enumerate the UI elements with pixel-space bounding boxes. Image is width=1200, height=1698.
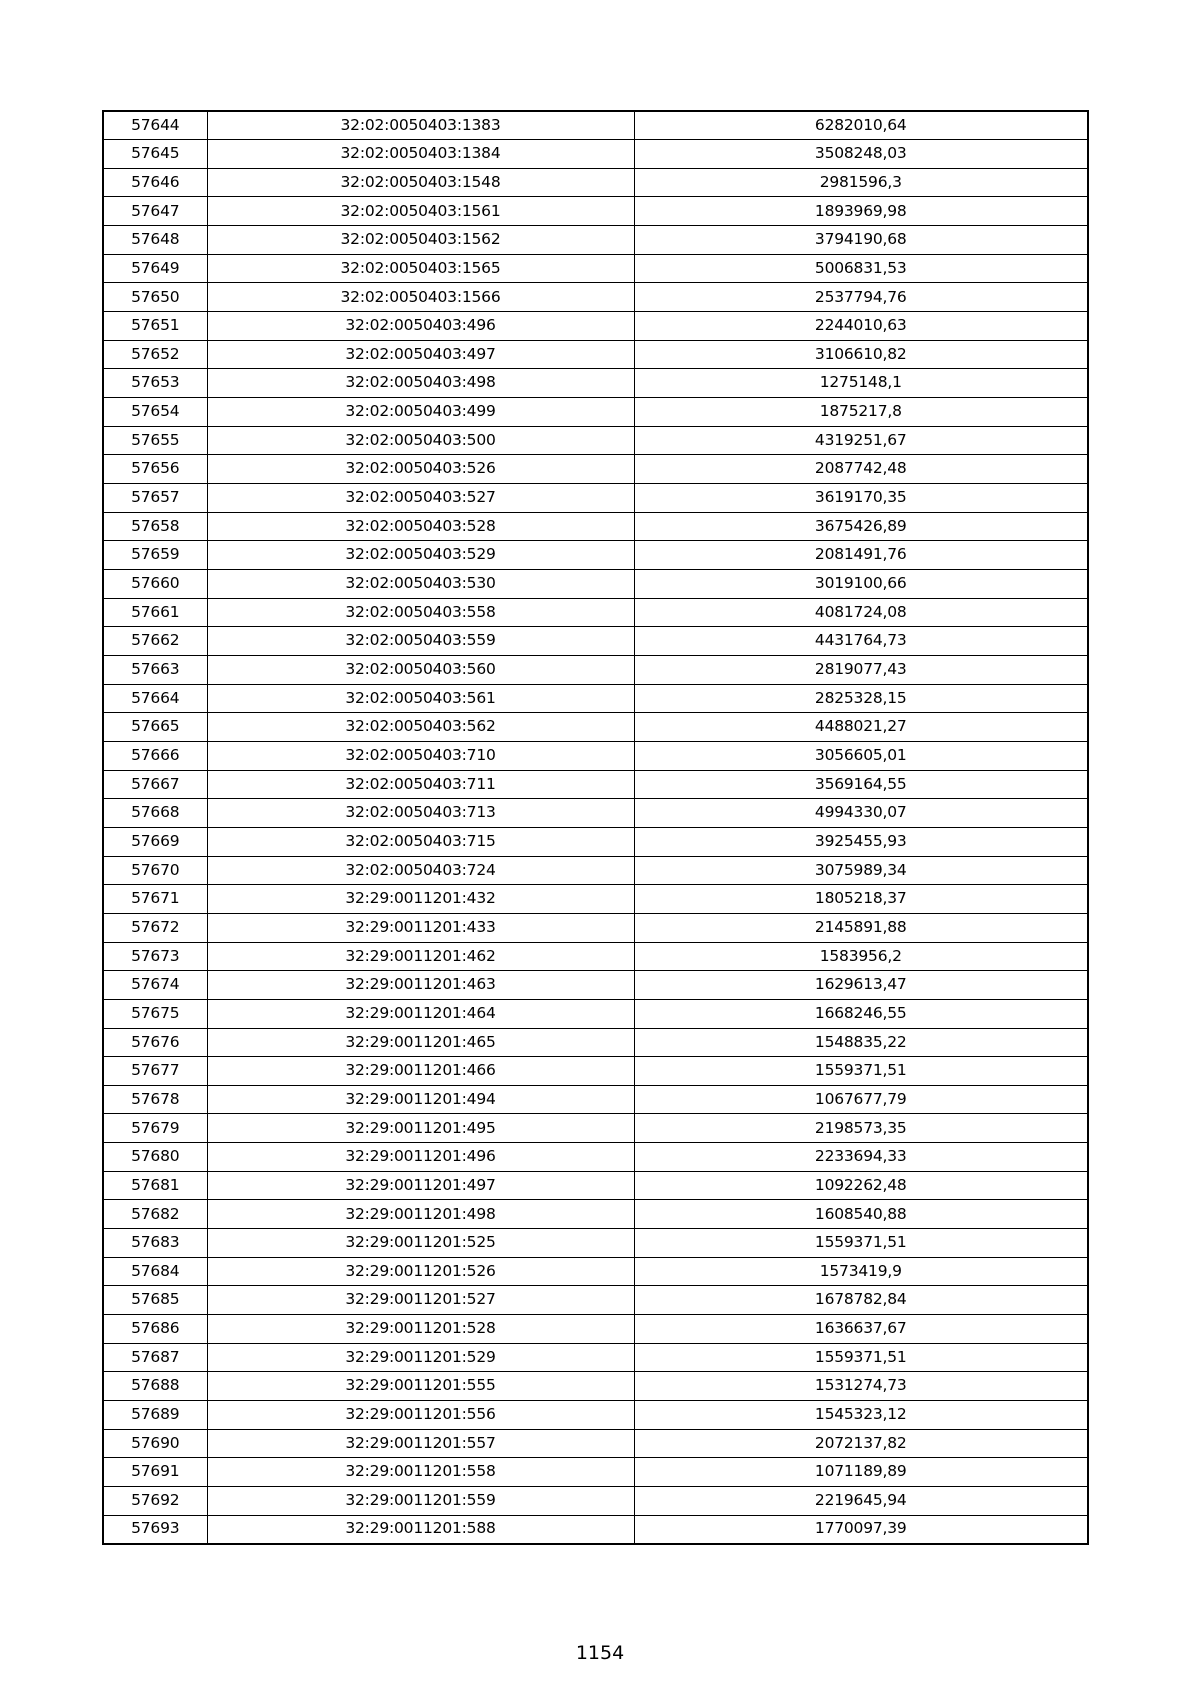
table-row (103, 655, 1088, 684)
cadastral-value-cell: 2244010,63 (634, 312, 1088, 341)
cadastral-number-cell: 32:29:0011201:528 (207, 1315, 634, 1344)
cadastral-number-cell: 32:29:0011201:463 (207, 971, 634, 1000)
table-row (103, 1401, 1088, 1430)
cadastral-value-cell: 1548835,22 (634, 1028, 1088, 1057)
table-row (103, 197, 1088, 226)
row-number-cell: 57692 (103, 1487, 207, 1516)
cadastral-value-cell: 1678782,84 (634, 1286, 1088, 1315)
row-number-cell: 57650 (103, 283, 207, 312)
table-row (103, 827, 1088, 856)
table-row (103, 1515, 1088, 1544)
row-number-cell: 57686 (103, 1315, 207, 1344)
table-row (103, 713, 1088, 742)
row-number-cell: 57688 (103, 1372, 207, 1401)
row-number-cell: 57683 (103, 1229, 207, 1258)
table-row (103, 1143, 1088, 1172)
cadastral-number-cell: 32:29:0011201:494 (207, 1085, 634, 1114)
cadastral-value-cell: 2145891,88 (634, 913, 1088, 942)
cadastral-number-cell: 32:29:0011201:558 (207, 1458, 634, 1487)
table-row (103, 111, 1088, 140)
row-number-cell: 57685 (103, 1286, 207, 1315)
row-number-cell: 57669 (103, 827, 207, 856)
cadastral-number-cell: 32:02:0050403:710 (207, 741, 634, 770)
table-row (103, 398, 1088, 427)
cadastral-value-cell: 1629613,47 (634, 971, 1088, 1000)
row-number-cell: 57656 (103, 455, 207, 484)
cadastral-value-cell: 2072137,82 (634, 1429, 1088, 1458)
cadastral-number-cell: 32:02:0050403:497 (207, 340, 634, 369)
cadastral-number-cell: 32:29:0011201:559 (207, 1487, 634, 1516)
cadastral-number-cell: 32:29:0011201:527 (207, 1286, 634, 1315)
row-number-cell: 57679 (103, 1114, 207, 1143)
table-row (103, 140, 1088, 169)
row-number-cell: 57690 (103, 1429, 207, 1458)
table-row (103, 369, 1088, 398)
table-body (103, 111, 1088, 1544)
cadastral-number-cell: 32:02:0050403:558 (207, 598, 634, 627)
cadastral-value-cell: 1545323,12 (634, 1401, 1088, 1430)
table-row (103, 340, 1088, 369)
row-number-cell: 57662 (103, 627, 207, 656)
row-number-cell: 57666 (103, 741, 207, 770)
row-number-cell: 57675 (103, 999, 207, 1028)
cadastral-value-cell: 1770097,39 (634, 1515, 1088, 1544)
row-number-cell: 57665 (103, 713, 207, 742)
cadastral-value-cell: 1893969,98 (634, 197, 1088, 226)
table-row (103, 1343, 1088, 1372)
cadastral-value-cell: 1071189,89 (634, 1458, 1088, 1487)
table-row (103, 856, 1088, 885)
row-number-cell: 57674 (103, 971, 207, 1000)
cadastral-number-cell: 32:02:0050403:1383 (207, 111, 634, 140)
row-number-cell: 57671 (103, 885, 207, 914)
cadastral-number-cell: 32:02:0050403:500 (207, 426, 634, 455)
cadastral-number-cell: 32:29:0011201:462 (207, 942, 634, 971)
cadastral-number-cell: 32:02:0050403:561 (207, 684, 634, 713)
row-number-cell: 57684 (103, 1257, 207, 1286)
table-row (103, 799, 1088, 828)
row-number-cell: 57658 (103, 512, 207, 541)
cadastral-number-cell: 32:29:0011201:464 (207, 999, 634, 1028)
cadastral-value-cell: 3056605,01 (634, 741, 1088, 770)
cadastral-number-cell: 32:29:0011201:496 (207, 1143, 634, 1172)
cadastral-value-cell: 3675426,89 (634, 512, 1088, 541)
table-row (103, 1229, 1088, 1258)
cadastral-value-cell: 3075989,34 (634, 856, 1088, 885)
table-row (103, 1257, 1088, 1286)
row-number-cell: 57678 (103, 1085, 207, 1114)
table-row (103, 913, 1088, 942)
cadastral-number-cell: 32:02:0050403:499 (207, 398, 634, 427)
row-number-cell: 57645 (103, 140, 207, 169)
cadastral-number-cell: 32:02:0050403:529 (207, 541, 634, 570)
cadastral-value-cell: 1559371,51 (634, 1229, 1088, 1258)
cadastral-number-cell: 32:29:0011201:465 (207, 1028, 634, 1057)
table-row (103, 226, 1088, 255)
cadastral-number-cell: 32:29:0011201:529 (207, 1343, 634, 1372)
cadastral-value-cell: 3925455,93 (634, 827, 1088, 856)
cadastral-number-cell: 32:29:0011201:526 (207, 1257, 634, 1286)
cadastral-value-cell: 3569164,55 (634, 770, 1088, 799)
table-row (103, 1429, 1088, 1458)
cadastral-value-cell: 4488021,27 (634, 713, 1088, 742)
cadastral-value-cell: 1583956,2 (634, 942, 1088, 971)
row-number-cell: 57649 (103, 254, 207, 283)
row-number-cell: 57657 (103, 484, 207, 513)
table-row (103, 1085, 1088, 1114)
table-row (103, 1171, 1088, 1200)
cadastral-value-cell: 4319251,67 (634, 426, 1088, 455)
cadastral-number-cell: 32:29:0011201:555 (207, 1372, 634, 1401)
cadastral-number-cell: 32:02:0050403:1548 (207, 168, 634, 197)
cadastral-value-cell: 1559371,51 (634, 1057, 1088, 1086)
row-number-cell: 57668 (103, 799, 207, 828)
cadastral-number-cell: 32:29:0011201:556 (207, 1401, 634, 1430)
cadastral-number-cell: 32:02:0050403:528 (207, 512, 634, 541)
row-number-cell: 57646 (103, 168, 207, 197)
cadastral-value-cell: 4431764,73 (634, 627, 1088, 656)
cadastral-value-cell: 2081491,76 (634, 541, 1088, 570)
cadastral-number-cell: 32:02:0050403:711 (207, 770, 634, 799)
table-row (103, 254, 1088, 283)
row-number-cell: 57655 (103, 426, 207, 455)
cadastral-value-cell: 6282010,64 (634, 111, 1088, 140)
cadastral-value-cell: 3619170,35 (634, 484, 1088, 513)
cadastral-number-cell: 32:02:0050403:1561 (207, 197, 634, 226)
row-number-cell: 57648 (103, 226, 207, 255)
cadastral-value-cell: 1608540,88 (634, 1200, 1088, 1229)
table-row (103, 942, 1088, 971)
cadastral-number-cell: 32:02:0050403:1384 (207, 140, 634, 169)
row-number-cell: 57647 (103, 197, 207, 226)
cadastral-number-cell: 32:02:0050403:530 (207, 570, 634, 599)
row-number-cell: 57670 (103, 856, 207, 885)
row-number-cell: 57664 (103, 684, 207, 713)
cadastral-number-cell: 32:02:0050403:526 (207, 455, 634, 484)
table-row (103, 1114, 1088, 1143)
cadastral-value-cell: 2198573,35 (634, 1114, 1088, 1143)
table-row (103, 999, 1088, 1028)
row-number-cell: 57681 (103, 1171, 207, 1200)
table-row (103, 570, 1088, 599)
table-row (103, 885, 1088, 914)
table-row (103, 1200, 1088, 1229)
table-row (103, 541, 1088, 570)
cadastral-number-cell: 32:02:0050403:1566 (207, 283, 634, 312)
cadastral-value-cell: 4994330,07 (634, 799, 1088, 828)
row-number-cell: 57676 (103, 1028, 207, 1057)
table-row (103, 1458, 1088, 1487)
cadastral-value-cell: 2219645,94 (634, 1487, 1088, 1516)
cadastral-number-cell: 32:29:0011201:588 (207, 1515, 634, 1544)
cadastral-value-cell: 1636637,67 (634, 1315, 1088, 1344)
cadastral-value-cell: 3794190,68 (634, 226, 1088, 255)
table-row (103, 684, 1088, 713)
cadastral-number-cell: 32:29:0011201:495 (207, 1114, 634, 1143)
table-row (103, 168, 1088, 197)
row-number-cell: 57680 (103, 1143, 207, 1172)
row-number-cell: 57654 (103, 398, 207, 427)
row-number-cell: 57672 (103, 913, 207, 942)
cadastral-value-cell: 1531274,73 (634, 1372, 1088, 1401)
cadastral-value-cell: 1275148,1 (634, 369, 1088, 398)
cadastral-number-cell: 32:02:0050403:562 (207, 713, 634, 742)
cadastral-number-cell: 32:29:0011201:498 (207, 1200, 634, 1229)
row-number-cell: 57693 (103, 1515, 207, 1544)
row-number-cell: 57644 (103, 111, 207, 140)
cadastral-value-cell: 1805218,37 (634, 885, 1088, 914)
cadastral-number-cell: 32:29:0011201:497 (207, 1171, 634, 1200)
cadastral-number-cell: 32:02:0050403:496 (207, 312, 634, 341)
cadastral-number-cell: 32:29:0011201:433 (207, 913, 634, 942)
cadastral-number-cell: 32:29:0011201:432 (207, 885, 634, 914)
table-row (103, 627, 1088, 656)
table-row (103, 455, 1088, 484)
cadastral-value-cell: 2825328,15 (634, 684, 1088, 713)
table-row (103, 484, 1088, 513)
row-number-cell: 57682 (103, 1200, 207, 1229)
cadastral-number-cell: 32:02:0050403:560 (207, 655, 634, 684)
cadastral-number-cell: 32:29:0011201:525 (207, 1229, 634, 1258)
cadastral-value-cell: 1092262,48 (634, 1171, 1088, 1200)
cadastral-number-cell: 32:02:0050403:1562 (207, 226, 634, 255)
cadastral-value-cell: 1067677,79 (634, 1085, 1088, 1114)
row-number-cell: 57652 (103, 340, 207, 369)
row-number-cell: 57653 (103, 369, 207, 398)
table-row (103, 426, 1088, 455)
cadastral-value-cell: 2087742,48 (634, 455, 1088, 484)
cadastral-value-cell: 2819077,43 (634, 655, 1088, 684)
cadastral-number-cell: 32:29:0011201:466 (207, 1057, 634, 1086)
row-number-cell: 57651 (103, 312, 207, 341)
table-row (103, 1286, 1088, 1315)
table-row (103, 1315, 1088, 1344)
table-row (103, 1372, 1088, 1401)
cadastral-value-cell: 3106610,82 (634, 340, 1088, 369)
row-number-cell: 57667 (103, 770, 207, 799)
cadastral-number-cell: 32:29:0011201:557 (207, 1429, 634, 1458)
cadastral-value-cell: 2537794,76 (634, 283, 1088, 312)
row-number-cell: 57661 (103, 598, 207, 627)
row-number-cell: 57660 (103, 570, 207, 599)
cadastral-value-cell: 2981596,3 (634, 168, 1088, 197)
cadastral-value-cell: 3508248,03 (634, 140, 1088, 169)
cadastral-value-cell: 1559371,51 (634, 1343, 1088, 1372)
cadastral-number-cell: 32:02:0050403:1565 (207, 254, 634, 283)
cadastral-value-cell: 3019100,66 (634, 570, 1088, 599)
row-number-cell: 57663 (103, 655, 207, 684)
row-number-cell: 57677 (103, 1057, 207, 1086)
cadastral-value-table (102, 110, 1089, 1545)
row-number-cell: 57687 (103, 1343, 207, 1372)
cadastral-value-cell: 1875217,8 (634, 398, 1088, 427)
table-row (103, 283, 1088, 312)
cadastral-value-cell: 1573419,9 (634, 1257, 1088, 1286)
cadastral-value-cell: 1668246,55 (634, 999, 1088, 1028)
table-row (103, 971, 1088, 1000)
row-number-cell: 57689 (103, 1401, 207, 1430)
cadastral-number-cell: 32:02:0050403:724 (207, 856, 634, 885)
page-number: 1154 (575, 1642, 625, 1664)
row-number-cell: 57659 (103, 541, 207, 570)
table-row (103, 741, 1088, 770)
table-row (103, 1487, 1088, 1516)
cadastral-number-cell: 32:02:0050403:498 (207, 369, 634, 398)
table-row (103, 512, 1088, 541)
cadastral-number-cell: 32:02:0050403:559 (207, 627, 634, 656)
cadastral-value-cell: 5006831,53 (634, 254, 1088, 283)
table-row (103, 770, 1088, 799)
row-number-cell: 57673 (103, 942, 207, 971)
cadastral-number-cell: 32:02:0050403:715 (207, 827, 634, 856)
table-row (103, 312, 1088, 341)
table-row (103, 1057, 1088, 1086)
cadastral-value-cell: 4081724,08 (634, 598, 1088, 627)
cadastral-number-cell: 32:02:0050403:713 (207, 799, 634, 828)
row-number-cell: 57691 (103, 1458, 207, 1487)
table-row (103, 598, 1088, 627)
cadastral-number-cell: 32:02:0050403:527 (207, 484, 634, 513)
table-row (103, 1028, 1088, 1057)
cadastral-value-cell: 2233694,33 (634, 1143, 1088, 1172)
